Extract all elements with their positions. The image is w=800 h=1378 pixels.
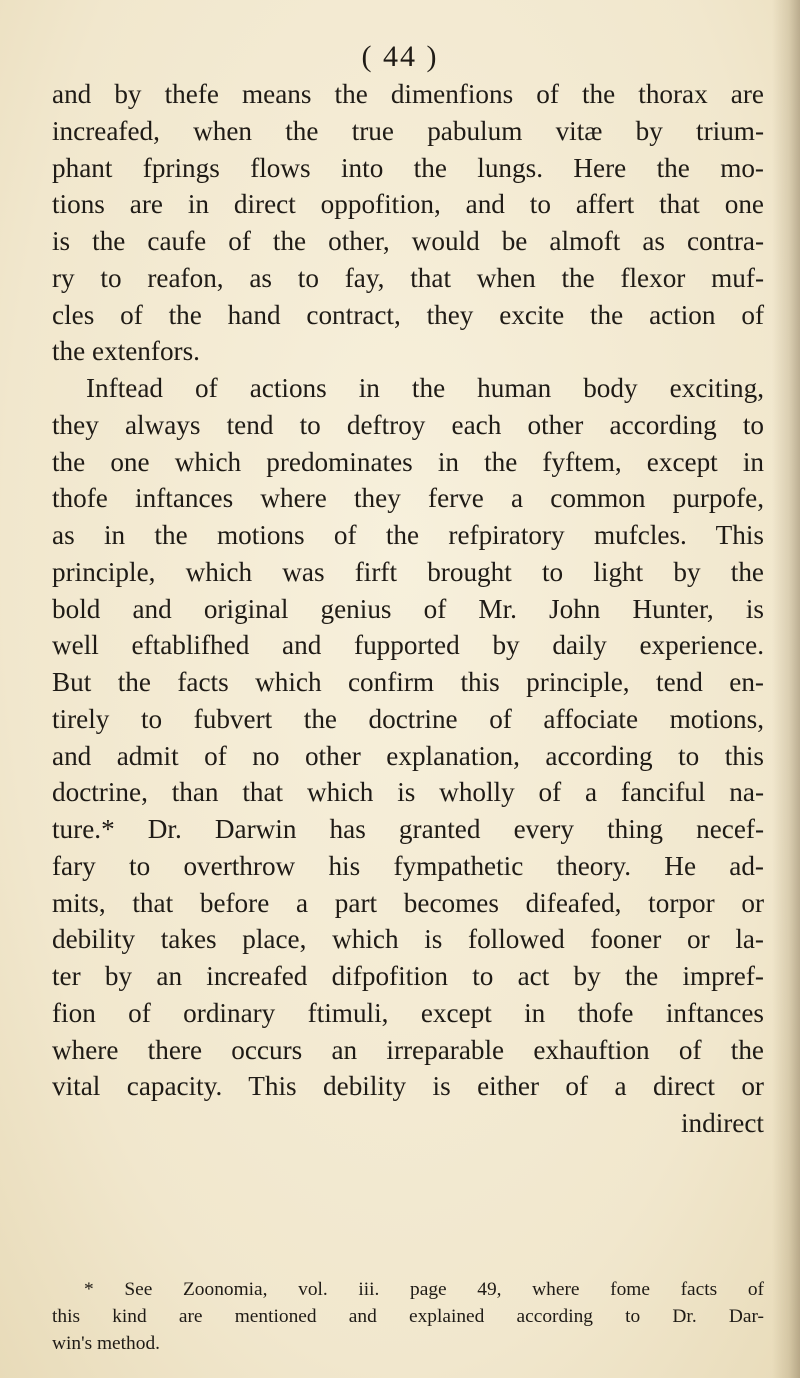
text-line: cles of the hand contract, they excite the action of [52, 299, 764, 330]
text-line: fary to overthrow his fympathetic theory. He ad- [52, 850, 764, 881]
text-line: the extenfors. [52, 336, 200, 367]
text-line: But the facts which confirm this principle, tend en- [52, 667, 764, 697]
text-line: Inftead of actions in the human body exciting, [86, 373, 764, 403]
footnote-line: win's method. [52, 1333, 160, 1354]
text-line: as in the motions of the refpiratory mufcles. This [52, 520, 764, 550]
footnote-line: this kind are mentioned and explained according to Dr. Dar- [52, 1306, 764, 1327]
body-text [52, 76, 764, 1142]
text-line: well eftablifhed and fupported by daily experience. [52, 630, 764, 661]
text-line: ture.* Dr. Darwin has granted every thing necef- [52, 814, 764, 844]
page-edge-shadow [772, 0, 800, 1378]
text-line: principle, which was firft brought to light by the [52, 556, 764, 587]
text-line: thofe inftances where they ferve a common purpofe, [52, 483, 764, 514]
text-line: fion of ordinary ftimuli, except in thofe inftances [52, 997, 764, 1028]
text-line: bold and original genius of Mr. John Hunter, is [52, 593, 764, 624]
footnote [52, 1276, 764, 1357]
text-line: tions are in direct oppofition, and to affert that one [52, 189, 764, 220]
text-line: mits, that before a part becomes difeafed, torpor or [52, 887, 764, 918]
text-line: and by thefe means the dimenfions of the thorax are [52, 79, 764, 109]
text-line: phant fprings flows into the lungs. Here the mo- [52, 152, 764, 183]
text-line: the one which predominates in the fyftem, except in [52, 446, 764, 477]
page-number: ( 44 ) [361, 40, 439, 73]
footnote-line: * See Zoonomia, vol. iii. page 49, where fome facts of [84, 1279, 764, 1300]
text-line: doctrine, than that which is wholly of a fanciful na- [52, 777, 764, 808]
catchword: indirect [680, 1108, 764, 1138]
text-line: and admit of no other explanation, according to this [52, 740, 764, 771]
text-line: they always tend to deftroy each other according to [52, 409, 764, 440]
text-line: ry to reafon, as to fay, that when the flexor muf- [52, 262, 764, 293]
text-line: increafed, when the true pabulum vitæ by trium- [52, 115, 764, 146]
text-line: tirely to fubvert the doctrine of affociate motions, [52, 703, 764, 734]
text-line: is the caufe of the other, would be almoft as contra- [52, 226, 764, 256]
text-line: debility takes place, which is followed fooner or la- [52, 924, 764, 955]
text-line: vital capacity. This debility is either of a direct or [52, 1071, 764, 1102]
text-line: where there occurs an irreparable exhauftion of the [52, 1034, 764, 1065]
text-line: ter by an increafed difpofition to act by the impref- [52, 961, 764, 991]
